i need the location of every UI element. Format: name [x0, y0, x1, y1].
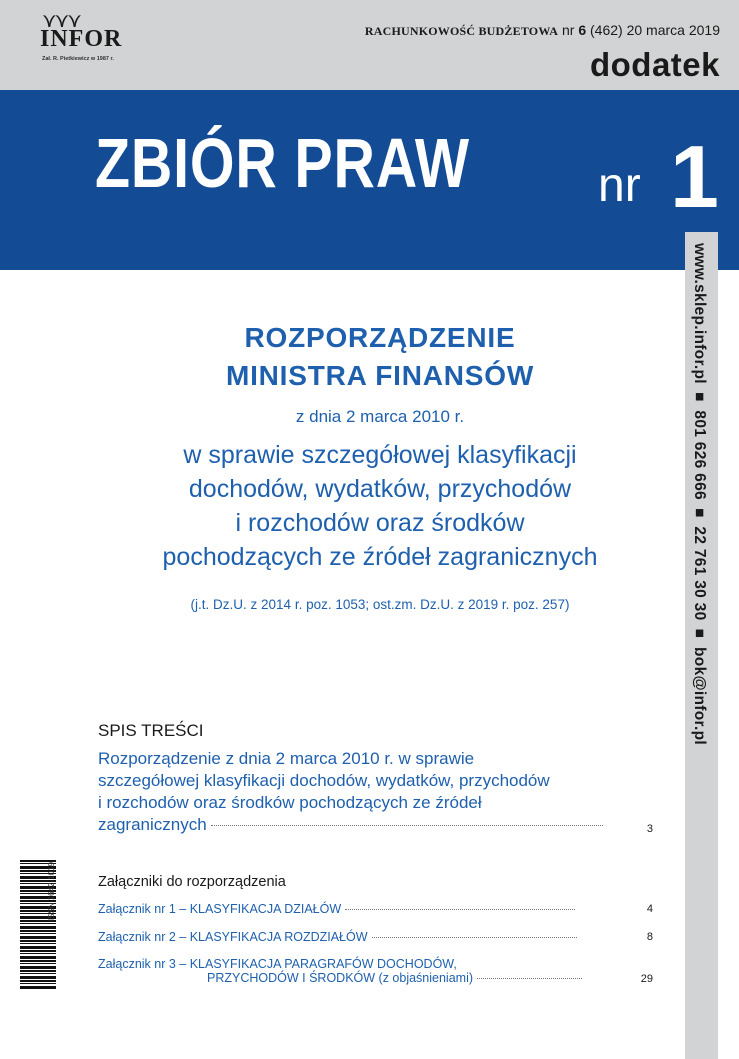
toc-main-last-line [98, 814, 653, 836]
toc-annex-3[interactable] [98, 957, 653, 985]
toc-main-line: i rozchodów oraz środków pochodzących ze źródeł [98, 793, 482, 812]
regulation-title-line1: ROZPORZĄDZENIE [244, 322, 516, 353]
annex-title: KLASYFIKACJA PARAGRAFÓW DOCHODÓW, [189, 957, 457, 971]
toc-annex-1[interactable] [98, 902, 653, 916]
issue-info [365, 22, 720, 39]
toc-leader-dots [477, 978, 582, 979]
toc-page-number: 8 [646, 931, 653, 943]
subject-line: i rozchodów oraz środków [235, 509, 525, 537]
founder-note: Zał. R. Pietkiewicz w 1987 r. [42, 56, 114, 62]
toc-heading: SPIS TREŚCI [98, 721, 204, 740]
toc-main-line: zagranicznych [98, 815, 207, 834]
issue-prefix: nr [561, 22, 575, 38]
subject-line: w sprawie szczegółowej klasyfikacji [183, 441, 577, 469]
regulation-subject [90, 438, 670, 574]
supplement-label: dodatek [589, 46, 720, 83]
contact-info: www.sklep.infor.pl ■ 801 626 666 ■ 22 761 30 30 ■ bok@infor.pl [691, 243, 708, 745]
toc-main-line: Rozporządzenie z dnia 2 marca 2010 r. w sprawie [98, 749, 475, 768]
regulation-date: z dnia 2 marca 2010 r. [295, 407, 465, 426]
issue-nr-label: nr [598, 159, 641, 212]
toc-annex-2[interactable] [98, 930, 653, 944]
annex-label: Załącznik nr 1 – [98, 902, 190, 916]
toc-page-number: 4 [646, 903, 653, 915]
infor-logo [36, 8, 140, 74]
toc-page-number: 3 [646, 823, 653, 835]
annex-title: KLASYFIKACJA DZIAŁÓW [189, 902, 342, 916]
toc-main-entry[interactable] [98, 748, 653, 836]
issue-nr-value: 1 [670, 127, 719, 226]
annex-title-continued [98, 971, 653, 985]
annex-label: Załącznik nr 2 – [98, 930, 190, 944]
toc-page-number: 29 [640, 973, 653, 985]
annex-label: Załącznik nr 3 – [98, 957, 190, 971]
annex-heading: Załączniki do rozporządzenia [98, 874, 286, 890]
issue-number: 6 [578, 22, 587, 38]
regulation-title-line2: MINISTRA FINANSÓW [225, 360, 535, 391]
toc-leader-dots [372, 937, 577, 938]
page-title: ZBIÓR PRAW [95, 124, 470, 202]
subject-line: dochodów, wydatków, przychodów [188, 475, 572, 503]
barcode-number: ISSN 1642-1019 [47, 862, 56, 922]
issue-total: (462) [590, 22, 623, 38]
publication-name: RACHUNKOWOŚĆ BUDŻETOWA [364, 24, 559, 38]
birds-icon: ⋎⋎⋎ [42, 10, 80, 32]
subject-line: pochodzących ze źródeł zagranicznych [162, 543, 598, 571]
regulation-citation: (j.t. Dz.U. z 2014 r. poz. 1053; ost.zm. Dz.U. z 2019 r. poz. 257) [190, 597, 570, 612]
annex-title-line2: PRZYCHODÓW I ŚRODKÓW (z objaśnieniami) [207, 971, 474, 985]
toc-leader-dots [211, 825, 603, 826]
logo-text: INFOR [40, 26, 123, 52]
toc-main-line: szczegółowej klasyfikacji dochodów, wydatków, przychodów [98, 771, 550, 790]
annex-title: KLASYFIKACJA ROZDZIAŁÓW [189, 930, 368, 944]
issue-date: 20 marca 2019 [626, 22, 720, 38]
toc-leader-dots [345, 909, 575, 910]
